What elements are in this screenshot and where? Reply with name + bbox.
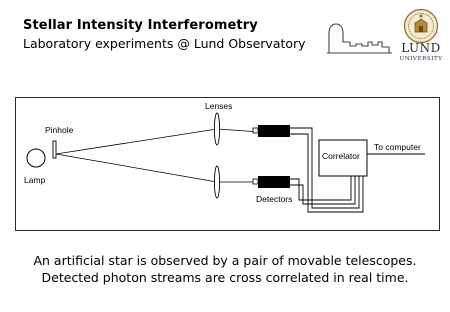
slide-subtitle: Laboratory experiments @ Lund Observatory: [23, 36, 306, 51]
lenses-label: Lenses: [205, 101, 233, 111]
optical-setup-diagram: [15, 97, 440, 231]
detector-upper-window: [253, 128, 258, 133]
lens-upper-icon: [214, 113, 219, 145]
pinhole-label: Pinhole: [45, 125, 74, 135]
caption-line-1: An artificial star is observed by a pair of movable telescopes.: [33, 253, 417, 268]
lund-wordmark: LUND: [401, 41, 441, 55]
header: [23, 18, 306, 53]
caption: [0, 252, 450, 286]
diagram-frame: [16, 98, 440, 231]
slide-title: Stellar Intensity Interferometry: [23, 18, 258, 33]
lund-university-logo: [397, 8, 445, 64]
detector-upper-icon: [258, 125, 290, 137]
detector-lower-icon: [258, 176, 290, 188]
detector-lower-window: [253, 179, 258, 184]
pinhole-icon: [53, 141, 56, 158]
to-computer-label: To computer: [374, 142, 421, 152]
university-wordmark: UNIVERSITY: [399, 56, 443, 62]
lens-lower-icon: [214, 166, 219, 198]
lamp-icon: [27, 149, 45, 167]
correlator-label: Correlator: [322, 151, 360, 161]
detectors-label: Detectors: [256, 194, 293, 204]
caption-line-2: Detected photon streams are cross correlated in real time.: [41, 270, 409, 285]
university-seal-icon: [403, 8, 439, 44]
lamp-label: Lamp: [24, 175, 46, 185]
observatory-logo: [326, 18, 394, 58]
